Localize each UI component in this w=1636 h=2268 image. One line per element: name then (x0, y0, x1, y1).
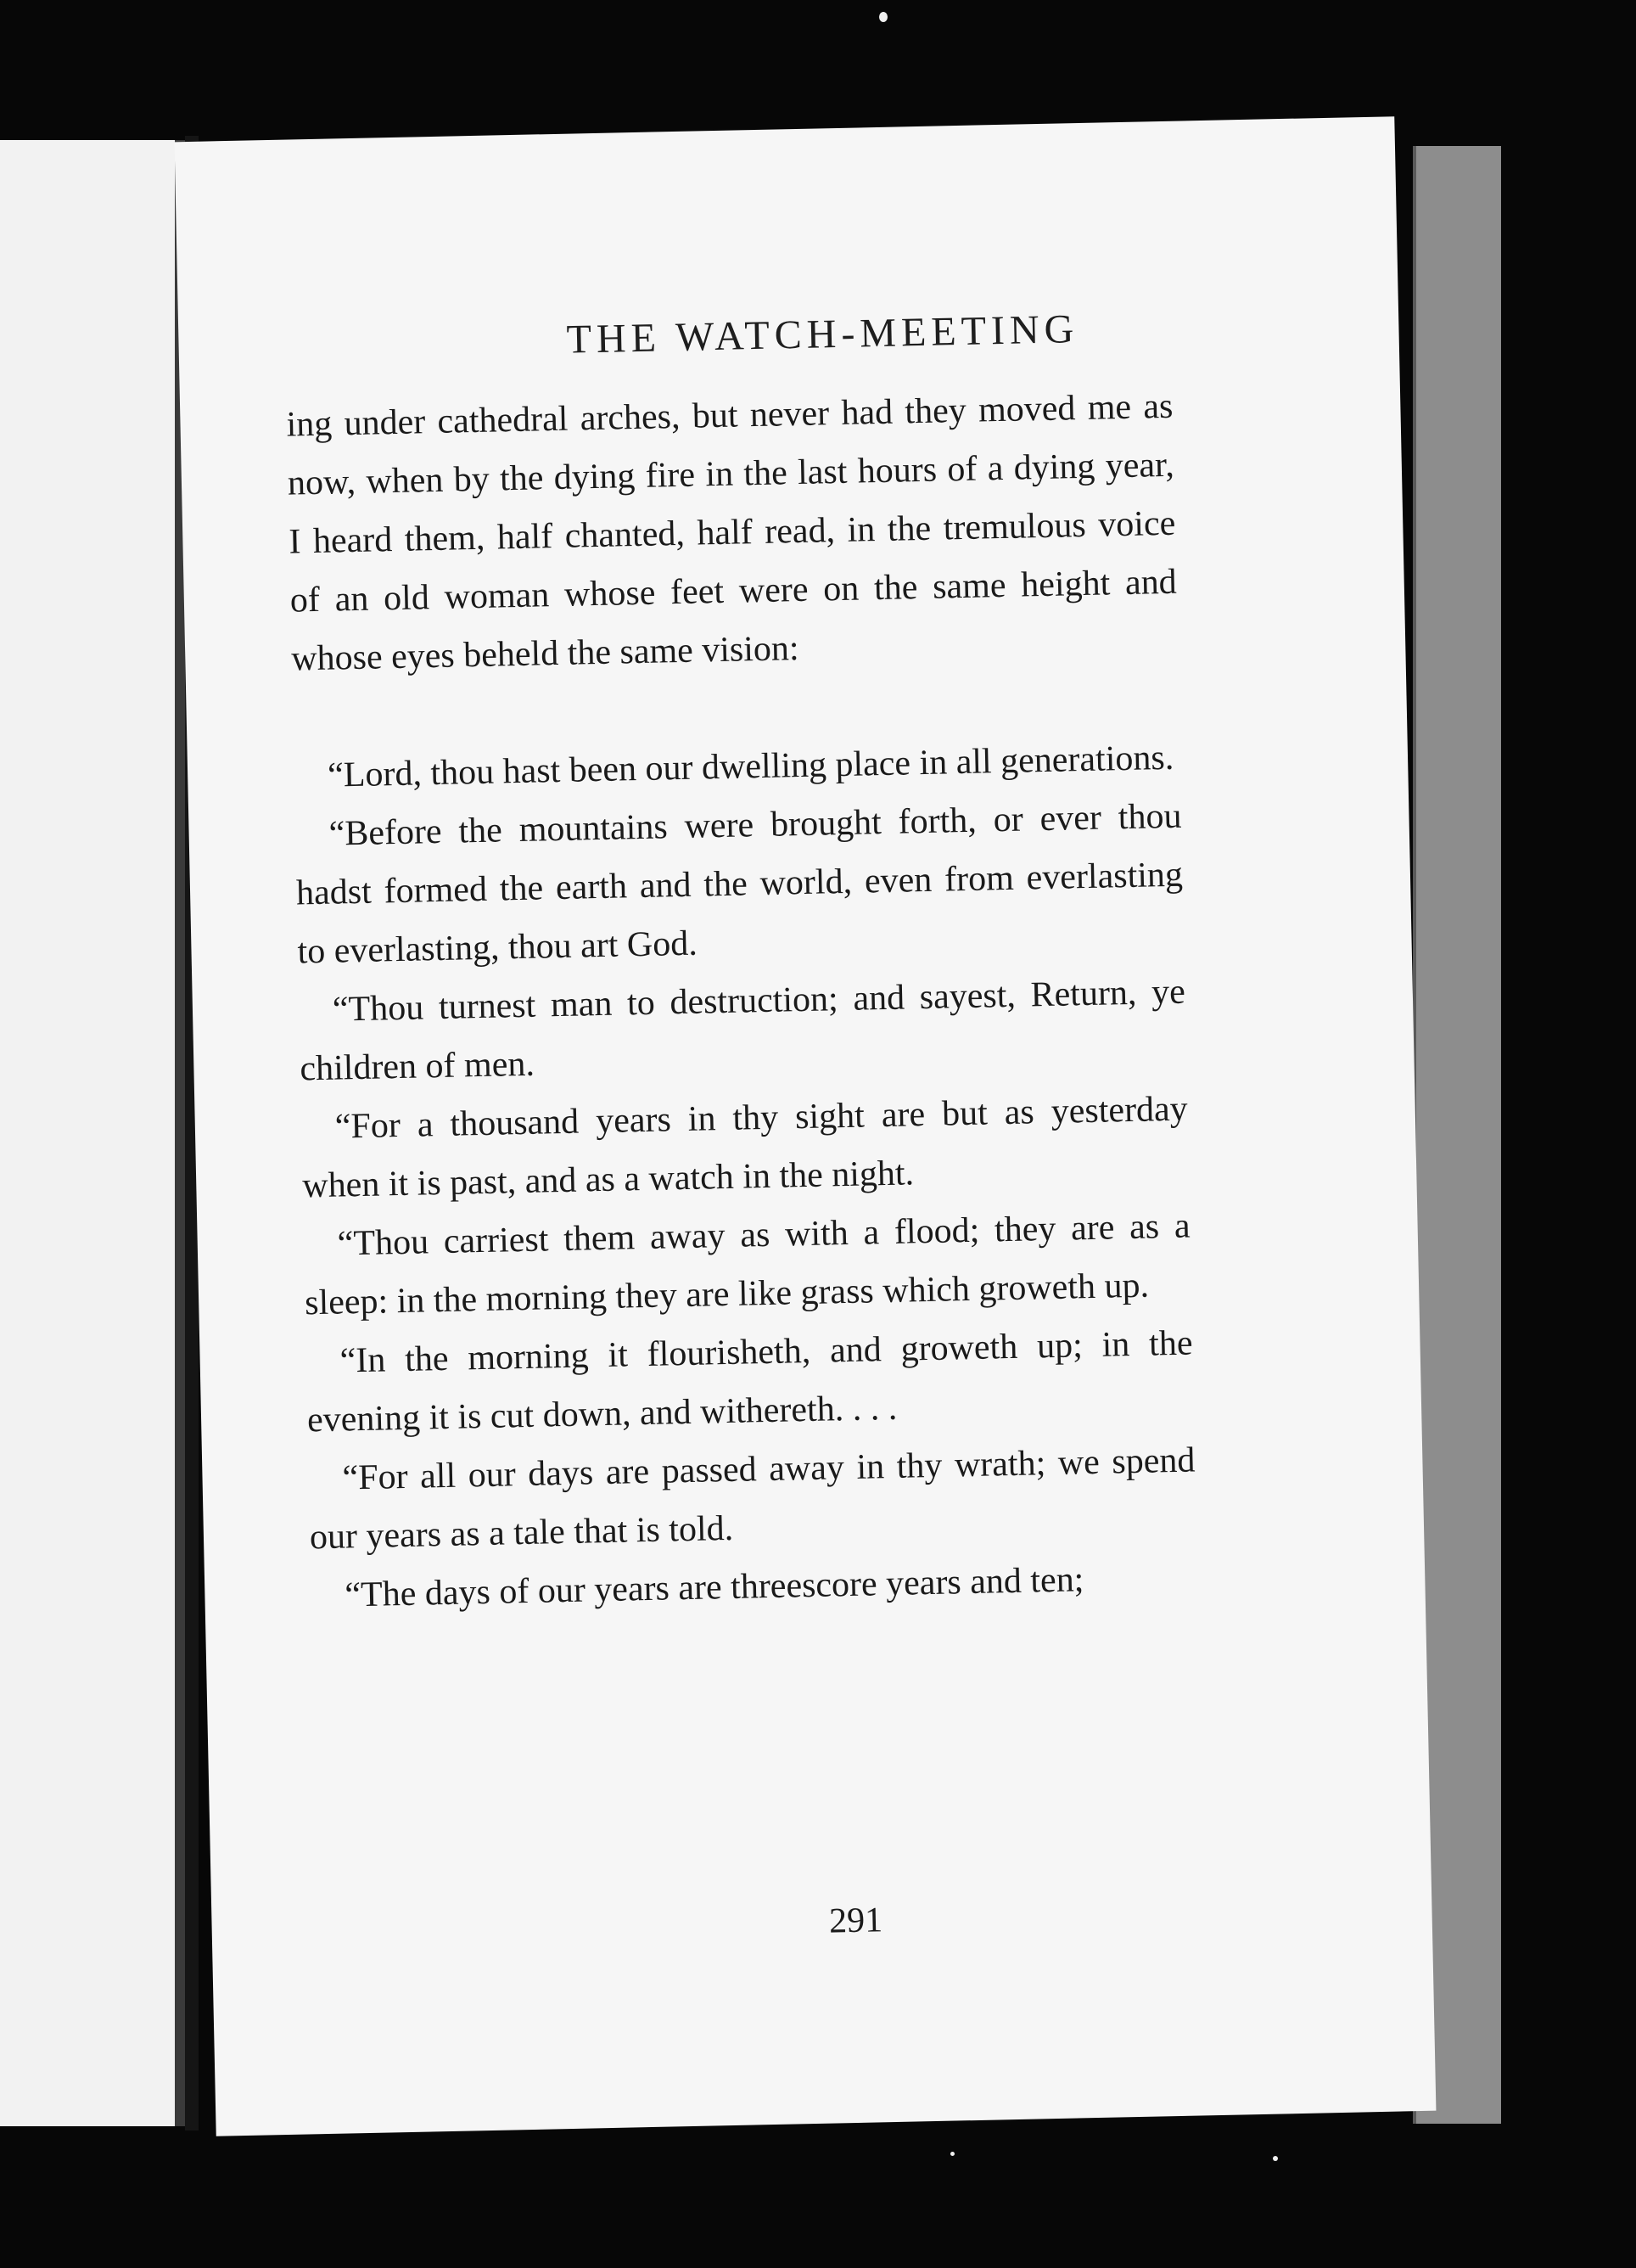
running-head: THE WATCH-MEETING (566, 306, 1079, 362)
page-number: 291 (828, 1900, 883, 1941)
dust-speck (1273, 2156, 1278, 2161)
paragraph-prose: ing under cathedral arches, but never had they moved me as now, when by the dying fire in the last hours of a dying year, I heard them, half chanted, half read, in the tremulous voice of an old woman whose feet were on the same height and whose eyes beheld the same vision: (286, 386, 1178, 679)
verse-paragraph: “Thou turnest man to destruction; and sayest, Return, ye children of men. (299, 972, 1186, 1089)
verse-paragraph: “Lord, thou hast been our dwelling place in all generations. (327, 738, 1174, 795)
body-text (286, 378, 1198, 1626)
dust-speck (950, 2152, 955, 2156)
verse-paragraph: “The days of our years are threescore years and ten; (344, 1560, 1084, 1615)
book-page (175, 116, 1437, 2136)
verse-paragraph: “In the morning it flourisheth, and groweth up; in the evening it is cut down, and withereth. . . . (306, 1323, 1193, 1440)
facing-page-edge (0, 140, 185, 2126)
verse-paragraph: “For a thousand years in thy sight are but as yesterday when it is past, and as a watch in the night. (301, 1089, 1189, 1206)
verse-paragraph: “Before the mountains were brought forth, or ever thou hadst formed the earth and the world, even from everlasting to everlasting, thou art God. (295, 796, 1184, 972)
dust-speck (879, 12, 888, 22)
verse-paragraph: “Thou carriest them away as with a flood; they are as a sleep: in the morning they are like grass which groweth up. (304, 1206, 1191, 1323)
verse-paragraph: “For all our days are passed away in thy wrath; we spend our years as a tale that is told. (309, 1440, 1196, 1558)
